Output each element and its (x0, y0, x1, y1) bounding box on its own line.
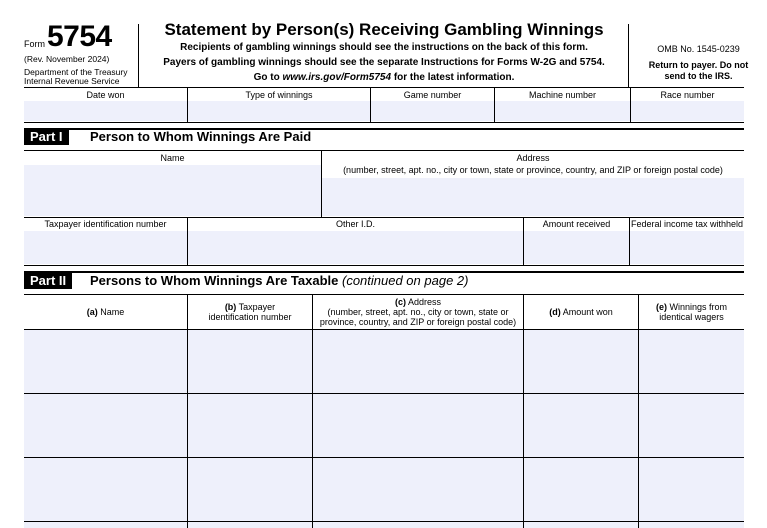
payee-name-label: Name (160, 153, 185, 163)
part-1-title: Person to Whom Winnings Are Paid (90, 129, 312, 144)
col-b-line1: Taxpayer (238, 302, 276, 312)
part-2-row-3 (24, 458, 744, 521)
row-1-address-field[interactable] (313, 330, 523, 393)
race-number-label: Race number (660, 90, 715, 100)
col-b-letter: (b) (224, 302, 237, 312)
col-d-header (524, 307, 638, 317)
row-2-amount-field[interactable] (524, 394, 638, 457)
payee-address-label: Address (516, 153, 550, 163)
col-a-header (24, 307, 187, 317)
col-e-line2: identical wagers (659, 312, 724, 322)
row-3-tin-field[interactable] (188, 458, 312, 521)
row-2-tin-field[interactable] (188, 394, 312, 457)
payee-tin-label: Taxpayer identification number (44, 219, 167, 229)
part-2-title-note: (continued on page 2) (341, 273, 469, 288)
instruction-website-post: for the latest information. (391, 72, 515, 83)
form-number: 5754 (47, 20, 112, 53)
instruction-website (140, 72, 628, 83)
part-2-row-2 (24, 394, 744, 457)
row-4-identical-wagers-field[interactable] (639, 522, 744, 528)
row-1-identical-wagers-field[interactable] (639, 330, 744, 393)
row-4-amount-field[interactable] (524, 522, 638, 528)
row-3-name-field[interactable] (24, 458, 187, 521)
col-a-letter: (a) (86, 307, 98, 317)
col-e-header (639, 302, 744, 322)
return-note-1: Return to payer. Do not (648, 60, 749, 70)
row-4-address-field[interactable] (313, 522, 523, 528)
col-d-letter: (d) (549, 307, 561, 317)
payee-name-field[interactable] (24, 165, 321, 216)
return-note-2: send to the IRS. (664, 71, 733, 81)
row-4-name-field[interactable] (24, 522, 187, 528)
col-e-line1: Winnings from (669, 302, 728, 312)
payee-address-sublabel: (number, street, apt. no., city or town, state or province, country, and ZIP or foreign postal code) (343, 165, 723, 175)
race-number-field[interactable] (631, 101, 744, 121)
col-b-line2: identification number (208, 312, 292, 322)
row-1-amount-field[interactable] (524, 330, 638, 393)
form-word: Form (24, 39, 45, 49)
type-of-winnings-field[interactable] (188, 101, 370, 121)
amount-received-field[interactable] (524, 231, 629, 264)
col-c-line3: province, country, and ZIP or foreign postal code) (319, 317, 517, 327)
service-name: Internal Revenue Service (24, 76, 120, 86)
form-revision: (Rev. November 2024) (24, 54, 110, 64)
row-3-address-field[interactable] (313, 458, 523, 521)
irs-form-link[interactable]: www.irs.gov/Form5754 (282, 72, 392, 83)
type-of-winnings-label: Type of winnings (245, 90, 313, 100)
col-d-line1: Amount won (562, 307, 613, 317)
top-fields-row (24, 88, 744, 122)
col-c-line1: Address (407, 297, 442, 307)
instruction-website-pre: Go to (253, 72, 283, 83)
part-2-row-1 (24, 330, 744, 393)
col-e-letter: (e) (655, 302, 667, 312)
row-1-tin-field[interactable] (188, 330, 312, 393)
row-4-tin-field[interactable] (188, 522, 312, 528)
row-2-identical-wagers-field[interactable] (639, 394, 744, 457)
machine-number-field[interactable] (495, 101, 630, 121)
part-2-badge: Part II (24, 272, 72, 289)
instruction-recipients: Recipients of gambling winnings should see the instructions on the back of this form. (180, 42, 588, 53)
date-won-field[interactable] (24, 101, 187, 121)
form-header (0, 0, 767, 88)
instruction-payers: Payers of gambling winnings should see the separate Instructions for Forms W-2G and 5754. (163, 57, 605, 68)
federal-tax-withheld-label: Federal income tax withheld (630, 219, 744, 229)
other-id-label: Other I.D. (335, 219, 375, 229)
game-number-field[interactable] (371, 101, 494, 121)
col-b-header (188, 302, 312, 322)
col-c-line2: (number, street, apt. no., city or town, state or (327, 307, 509, 317)
part-1-badge: Part I (24, 128, 69, 145)
part-1-row-2 (24, 218, 744, 265)
department-name: Department of the Treasury (24, 67, 128, 77)
part-1-row-1 (24, 151, 744, 217)
payee-address-field[interactable] (322, 178, 744, 216)
col-a-line1: Name (100, 307, 125, 317)
date-won-label: Date won (86, 90, 125, 100)
part-2-title-text: Persons to Whom Winnings Are Taxable (90, 273, 339, 288)
form-title: Statement by Person(s) Receiving Gambling Winnings (164, 20, 604, 39)
game-number-label: Game number (403, 90, 462, 100)
row-3-identical-wagers-field[interactable] (639, 458, 744, 521)
col-c-header (313, 297, 523, 327)
row-3-amount-field[interactable] (524, 458, 638, 521)
col-c-letter: (c) (394, 297, 406, 307)
federal-tax-withheld-field[interactable] (630, 231, 744, 264)
machine-number-label: Machine number (528, 90, 597, 100)
row-1-name-field[interactable] (24, 330, 187, 393)
row-2-name-field[interactable] (24, 394, 187, 457)
part-2-header-row (24, 295, 744, 329)
amount-received-label: Amount received (542, 219, 611, 229)
row-2-address-field[interactable] (313, 394, 523, 457)
other-id-field[interactable] (188, 231, 523, 264)
payee-tin-field[interactable] (24, 231, 187, 264)
part-2-title (90, 272, 468, 289)
omb-number: OMB No. 1545-0239 (657, 44, 740, 54)
part-2-row-4 (24, 522, 744, 528)
